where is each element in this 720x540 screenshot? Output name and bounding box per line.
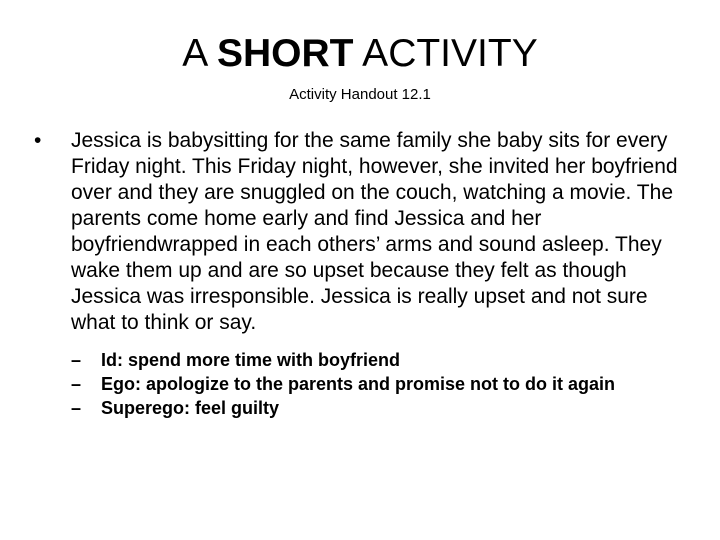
- sub-list: [71, 348, 684, 420]
- sub-item-text: Ego: apologize to the parents and promise not to do it again: [101, 374, 616, 394]
- sub-item-superego: [71, 396, 684, 420]
- sub-marker: –: [71, 350, 82, 370]
- sub-marker: –: [71, 398, 82, 418]
- title-suffix: ACTIVITY: [353, 32, 538, 75]
- title-emphasis: SHORT: [217, 32, 354, 75]
- sub-marker: –: [71, 374, 82, 394]
- bullet-list: [34, 128, 684, 420]
- sub-item-text: Id: spend more time with boyfriend: [101, 350, 401, 370]
- sub-item-id: [71, 348, 684, 372]
- slide-title: [0, 30, 720, 78]
- bullet-item: [34, 128, 684, 420]
- sub-item-ego: [71, 372, 684, 396]
- sub-item-text: Superego: feel guilty: [101, 398, 280, 418]
- scenario-text: Jessica is babysitting for the same family she baby sits for every Friday night. This Friday night, however, she invited her boyfriend over and they are snuggled on the couch, watching a movie. The parents come home early and find Jessica and her boyfriendwrapped in each others’ arms and sound asleep. They wake them up and are so upset because they felt as though Jessica was irresponsible. Jessica is really upset and not sure what to think or say.: [71, 129, 678, 334]
- slide-subtitle: Activity Handout 12.1: [289, 86, 431, 103]
- bullet-marker: •: [34, 129, 42, 152]
- title-prefix: A: [182, 32, 217, 75]
